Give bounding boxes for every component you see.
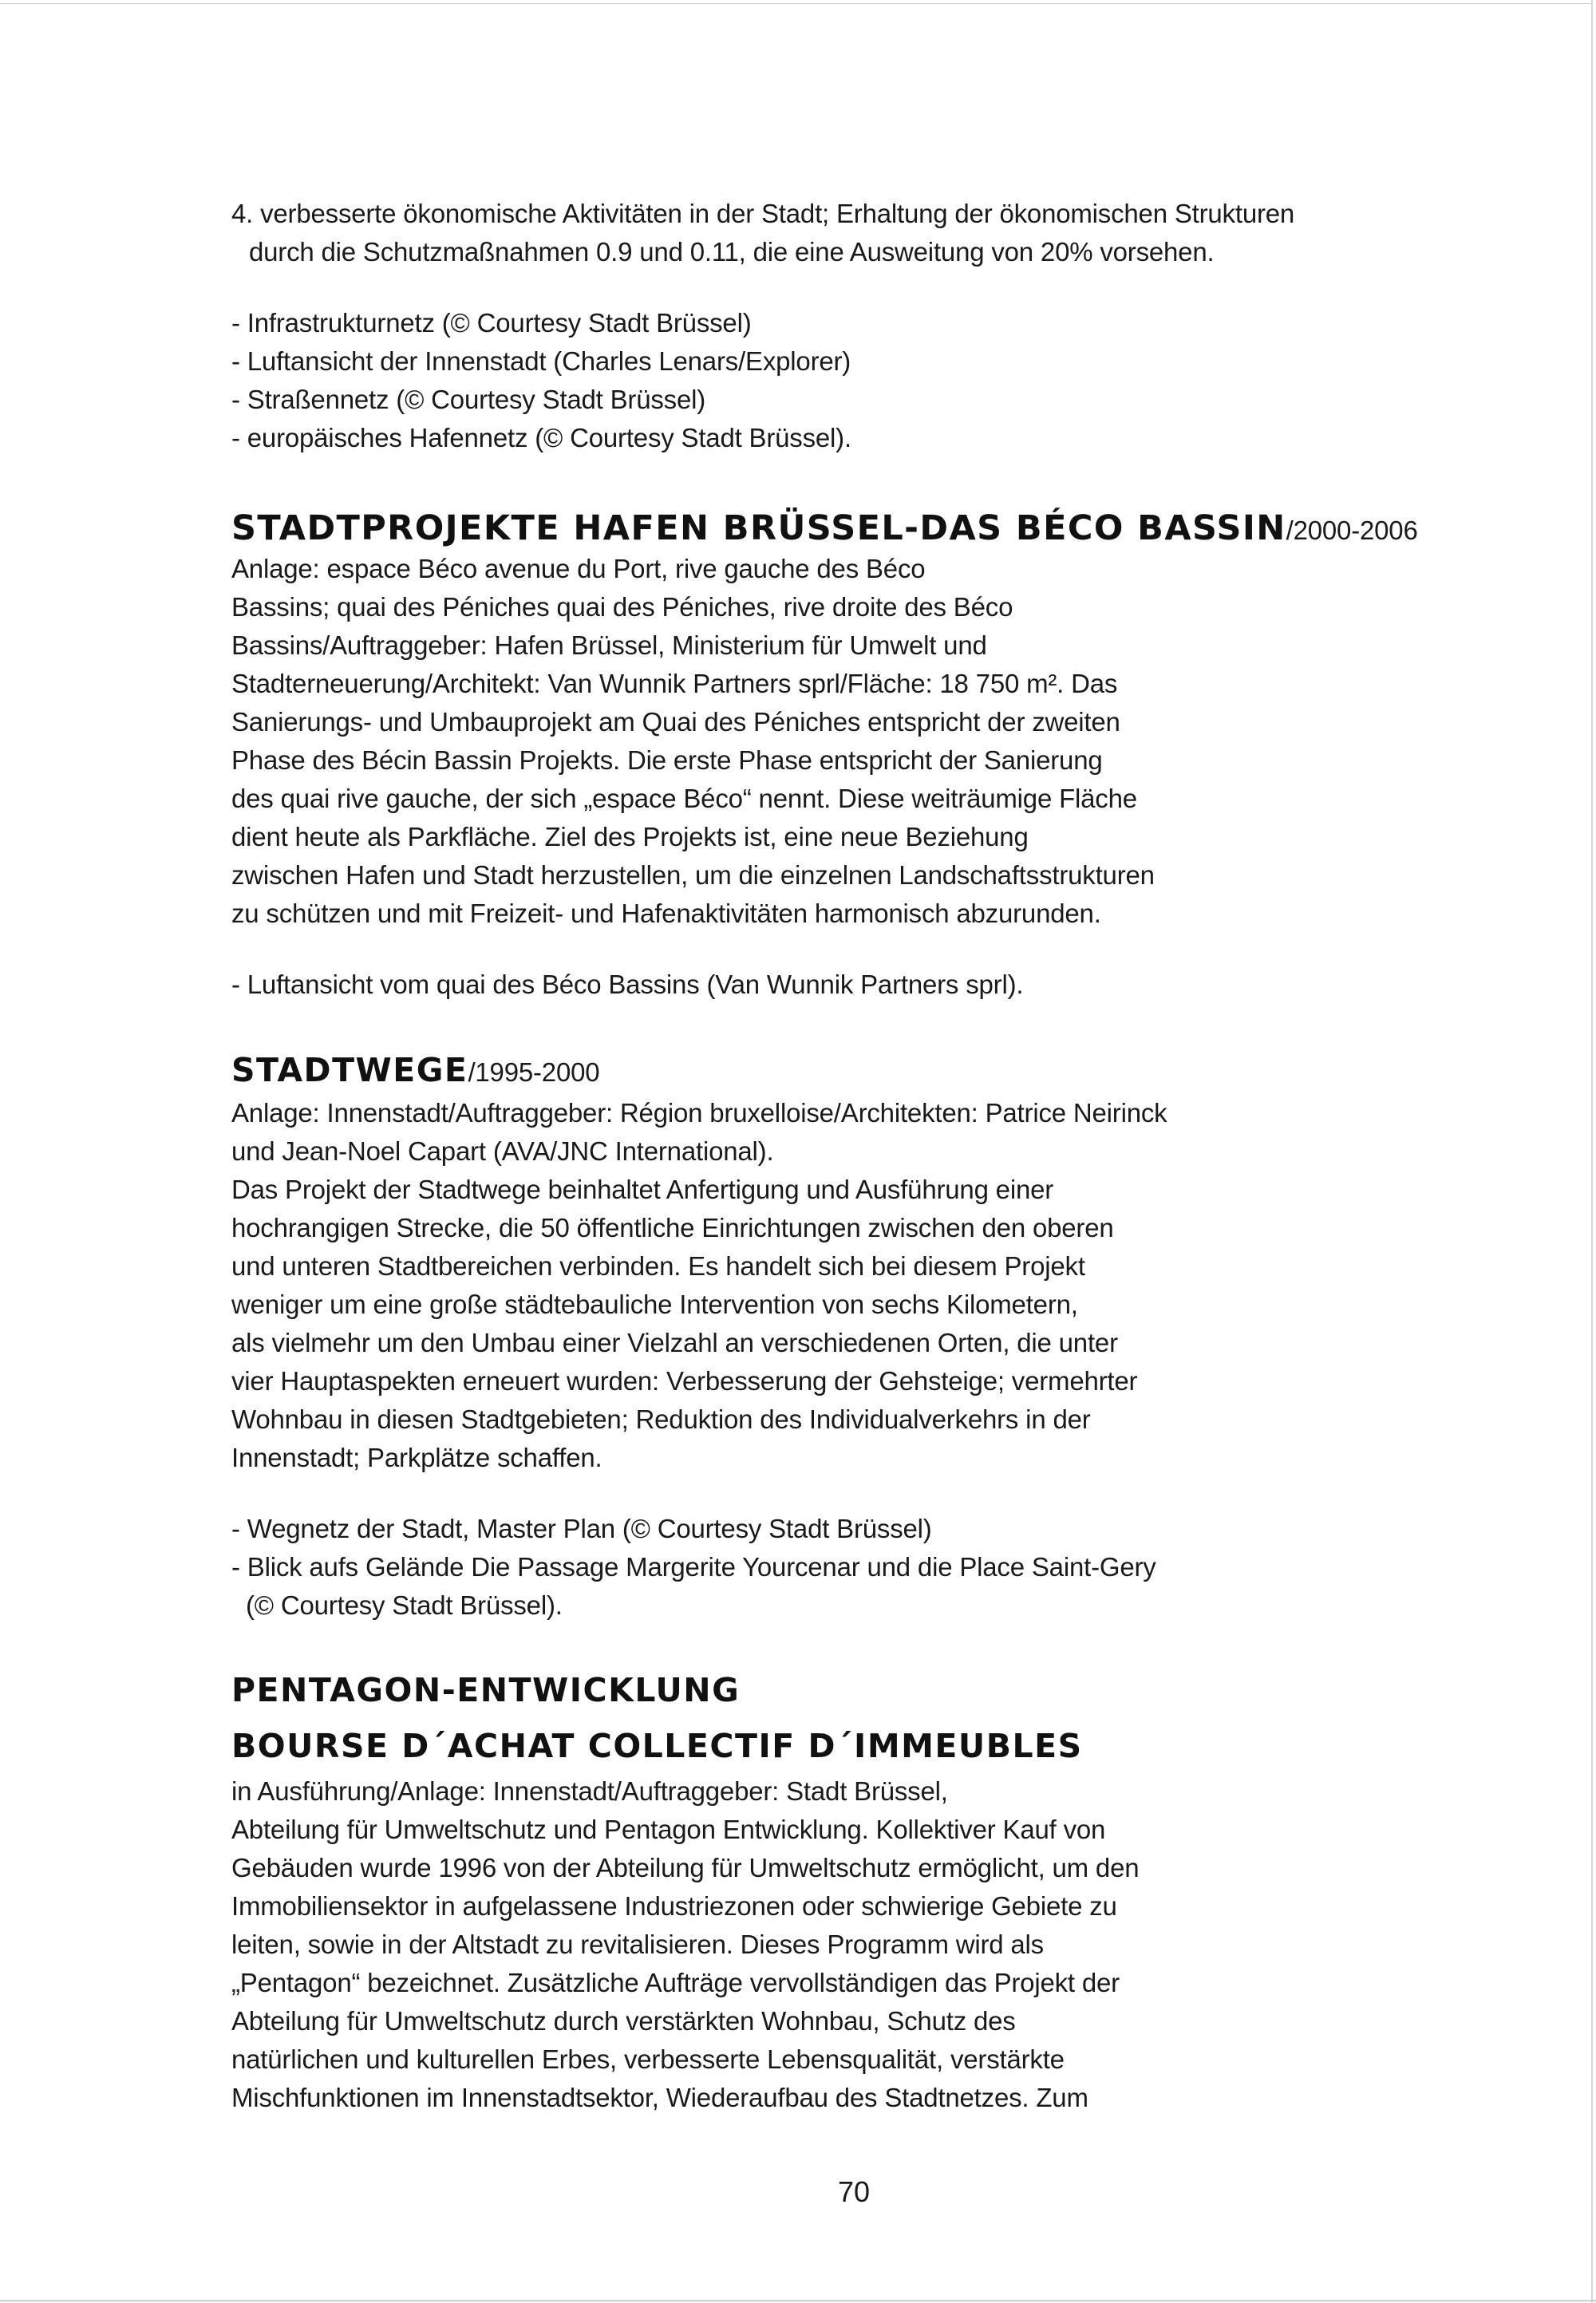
section2-line: Wohnbau in diesen Stadtgebieten; Reduktion des Individualverkehrs in der [231, 1404, 1091, 1434]
section3-line: natürlichen und kulturellen Erbes, verbesserte Lebensqualität, verstärkte [231, 2044, 1065, 2074]
section3-line: in Ausführung/Anlage: Innenstadt/Auftraggeber: Stadt Brüssel, [231, 1776, 948, 1806]
section1-line: des quai rive gauche, der sich „espace Béco“ nennt. Diese weiträumige Fläche [231, 784, 1137, 813]
section3-line: Immobiliensektor in aufgelassene Industriezonen oder schwierige Gebiete zu [231, 1891, 1117, 1921]
section1-line: Anlage: espace Béco avenue du Port, rive gauche des Béco [231, 554, 926, 583]
bottom-scan-line [0, 2300, 1596, 2301]
section3-line: „Pentagon“ bezeichnet. Zusätzliche Aufträge vervollständigen das Projekt der [231, 1968, 1120, 1997]
section2-line: weniger um eine große städtebauliche Intervention von sechs Kilometern, [231, 1290, 1078, 1319]
section1-line: zu schützen und mit Freizeit- und Hafenaktivitäten harmonisch abzurunden. [231, 899, 1101, 928]
section2-line: als vielmehr um den Umbau einer Vielzahl an verschiedenen Orten, die unter [231, 1328, 1118, 1357]
section3-line: leiten, sowie in der Altstadt zu revitalisieren. Dieses Programm wird als [231, 1930, 1044, 1959]
section1-line: Sanierungs- und Umbauprojekt am Quai des Péniches entspricht der zweiten [231, 707, 1120, 737]
section3-line: Abteilung für Umweltschutz und Pentagon Entwicklung. Kollektiver Kauf von [231, 1815, 1106, 1844]
section2-line: hochrangigen Strecke, die 50 öffentliche Einrichtungen zwischen den oberen [231, 1213, 1114, 1242]
section2-years: /1995-2000 [468, 1057, 600, 1087]
section3-line: Gebäuden wurde 1996 von der Abteilung für Umweltschutz ermöglicht, um den [231, 1853, 1140, 1882]
section1-line: Phase des Bécin Bassin Projekts. Die erste Phase entspricht der Sanierung [231, 745, 1103, 775]
section1-line: dient heute als Parkfläche. Ziel des Projekts ist, eine neue Beziehung [231, 822, 1029, 851]
section2-line: und unteren Stadtbereichen verbinden. Es handelt sich bei diesem Projekt [231, 1251, 1085, 1281]
section2-title: STADTWEGE [231, 1051, 468, 1089]
right-scan-edge [1591, 0, 1593, 2303]
section2-line: Das Projekt der Stadtwege beinhaltet Anfertigung und Ausführung einer [231, 1175, 1054, 1204]
section1-heading [231, 508, 1418, 551]
page-number: 70 [837, 2175, 871, 2208]
section2-line: Innenstadt; Parkplätze schaffen. [231, 1443, 602, 1472]
section1-caption: - Luftansicht vom quai des Béco Bassins (Van Wunnik Partners sprl). [231, 970, 1024, 999]
section2-line: vier Hauptaspekten erneuert wurden: Verbesserung der Gehsteige; vermehrter [231, 1366, 1138, 1396]
section3-line: Abteilung für Umweltschutz durch verstärkten Wohnbau, Schutz des [231, 2006, 1016, 2036]
section1-line: Stadterneuerung/Architekt: Van Wunnik Partners sprl/Fläche: 18 750 m². Das [231, 669, 1118, 698]
section1-years: /2000-2006 [1286, 516, 1418, 545]
intro-caption-3: - Straßennetz (© Courtesy Stadt Brüssel) [231, 385, 706, 414]
section2-heading [231, 1050, 599, 1092]
section3-title-line2: BOURSE D´ACHAT COLLECTIF D´IMMEUBLES [231, 1727, 1083, 1765]
section1-line: Bassins; quai des Péniches quai des Péniches, rive droite des Béco [231, 592, 1013, 622]
intro-item4-line1: 4. verbesserte ökonomische Aktivitäten in der Stadt; Erhaltung der ökonomischen Strukturen [231, 199, 1295, 228]
section3-line: Mischfunktionen im Innenstadtsektor, Wiederaufbau des Stadtnetzes. Zum [231, 2083, 1088, 2112]
section2-line: Anlage: Innenstadt/Auftraggeber: Région bruxelloise/Architekten: Patrice Neirinck [231, 1098, 1167, 1128]
section3-title-line1: PENTAGON-ENTWICKLUNG [231, 1671, 741, 1709]
intro-caption-2: - Luftansicht der Innenstadt (Charles Lenars/Explorer) [231, 346, 851, 376]
section2-line: und Jean-Noel Capart (AVA/JNC International). [231, 1136, 774, 1166]
intro-caption-4: - europäisches Hafennetz (© Courtesy Stadt Brüssel). [231, 423, 851, 452]
section1-title: STADTPROJEKTE HAFEN BRÜSSEL-DAS BÉCO BASSIN [231, 508, 1286, 548]
section2-caption-3: (© Courtesy Stadt Brüssel). [246, 1590, 563, 1620]
section1-line: zwischen Hafen und Stadt herzustellen, um die einzelnen Landschaftsstrukturen [231, 860, 1155, 890]
top-scan-line [0, 3, 1593, 4]
section2-caption-1: - Wegnetz der Stadt, Master Plan (© Courtesy Stadt Brüssel) [231, 1514, 932, 1543]
section2-caption-2: - Blick aufs Gelände Die Passage Margerite Yourcenar und die Place Saint-Gery [231, 1552, 1156, 1582]
intro-item4-line2: durch die Schutzmaßnahmen 0.9 und 0.11, die eine Ausweitung von 20% vorsehen. [249, 237, 1215, 267]
section1-line: Bassins/Auftraggeber: Hafen Brüssel, Ministerium für Umwelt und [231, 630, 987, 660]
intro-caption-1: - Infrastrukturnetz (© Courtesy Stadt Brüssel) [231, 308, 752, 338]
